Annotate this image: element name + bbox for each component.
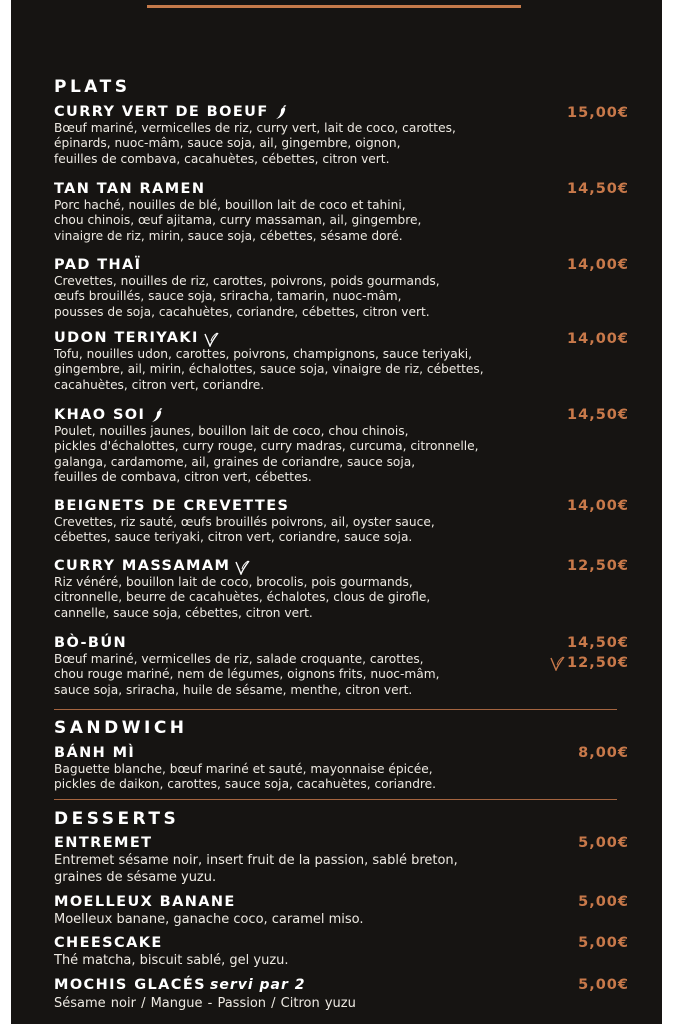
menu-item-cheescake — [54, 935, 629, 969]
item-name: BEIGNETS DE CREVETTES — [54, 498, 290, 514]
menu-item-curry-vert-de-boeuf — [54, 104, 629, 167]
item-price: 12,50€ — [567, 558, 629, 574]
item-name: PAD THAÏ — [54, 257, 142, 273]
section-title-sandwich: SANDWICH — [54, 718, 188, 738]
menu-item-moelleux-banane — [54, 894, 629, 928]
item-description: Moelleux banane, ganache coco, caramel miso. — [54, 912, 364, 927]
item-name: MOCHIS GLACÉS — [54, 977, 206, 993]
menu-item-beignets-de-crevettes — [54, 498, 629, 546]
menu-item-udon-teriyaki — [54, 330, 629, 393]
vegan-leaf-icon — [234, 559, 250, 575]
item-name: BÒ-BÚN — [54, 635, 128, 651]
item-name: UDON TERIYAKI — [54, 330, 199, 346]
item-name: CHEESCAKE — [54, 935, 163, 951]
section-title-plats: PLATS — [54, 77, 131, 97]
item-description: Bœuf mariné, vermicelles de riz, salade croquante, carottes, chou rouge mariné, nem de légumes, oignons frits, nuoc-mâm, sauce soja, sriracha, huile de sésame, menthe, citron vert. — [54, 652, 440, 697]
item-price: 8,00€ — [578, 745, 629, 761]
item-price: 5,00€ — [578, 835, 629, 851]
item-description: Crevettes, riz sauté, œufs brouillés poivrons, ail, oyster sauce, cébettes, sauce teriyaki, citron vert, coriandre, sauce soja. — [54, 515, 435, 545]
vegan-leaf-icon — [549, 655, 565, 671]
item-price-vegan — [549, 655, 629, 671]
item-description: Thé matcha, biscuit sablé, gel yuzu. — [54, 953, 289, 968]
item-description: Poulet, nouilles jaunes, bouillon lait de coco, chou chinois, pickles d'échalottes, curry rouge, curry madras, curcuma, citronnelle, galanga, cardamome, ail, graines de coriandre, sauce soja, feuilles de combava, citron vert, cébettes. — [54, 424, 479, 485]
vegan-price-value: 12,50€ — [567, 655, 629, 671]
item-price: 15,00€ — [567, 105, 629, 121]
item-name: BÁNH MÌ — [54, 745, 136, 761]
top-divider — [147, 5, 521, 8]
section-divider — [54, 709, 617, 710]
item-price: 14,00€ — [567, 498, 629, 514]
item-name: MOELLEUX BANANE — [54, 894, 236, 910]
item-name: ENTREMET — [54, 835, 153, 851]
menu-item-pad-thai — [54, 257, 629, 320]
item-description: Riz vénéré, bouillon lait de coco, brocolis, pois gourmands, citronnelle, beurre de cacahuètes, échalotes, clous de girofle, cannelle, sauce soja, cébettes, citron vert. — [54, 575, 431, 620]
item-description: Tofu, nouilles udon, carottes, poivrons, champignons, sauce teriyaki, gingembre, ail, mirin, échalottes, sauce soja, vinaigre de riz, cébettes, cacahuètes, citron vert, coriandre. — [54, 347, 484, 392]
item-name: CURRY VERT DE BOEUF — [54, 104, 269, 120]
item-price: 5,00€ — [578, 935, 629, 951]
menu-item-bo-bun — [54, 635, 629, 698]
item-price: 14,00€ — [567, 257, 629, 273]
item-price: 14,00€ — [567, 331, 629, 347]
menu-item-khao-soi — [54, 407, 629, 486]
menu-item-tan-tan-ramen — [54, 181, 629, 244]
item-name: TAN TAN RAMEN — [54, 181, 206, 197]
item-description: Baguette blanche, bœuf mariné et sauté, mayonnaise épicée, pickles de daikon, carottes, sauce soja, cacahuètes, coriandre. — [54, 762, 437, 792]
item-description: Crevettes, nouilles de riz, carottes, poivrons, poids gourmands, œufs brouillés, sauce soja, sriracha, tamarin, nuoc-mâm, pousses de soja, cacahuètes, coriandre, cébettes, citron vert. — [54, 274, 440, 319]
item-price: 14,50€ — [567, 407, 629, 423]
menu-item-mochis-glaces — [54, 977, 629, 1012]
item-subtitle: servi par 2 — [209, 977, 306, 993]
item-description: Bœuf mariné, vermicelles de riz, curry vert, lait de coco, carottes, épinards, nuoc-mâm, sauce soja, ail, gingembre, oignon, feuilles de combava, cacahuètes, cébettes, citron vert. — [54, 121, 456, 166]
item-description: Entremet sésame noir, insert fruit de la passion, sablé breton, graines de sésame yuzu. — [54, 853, 458, 885]
item-price: 14,50€ — [567, 635, 629, 651]
section-title-desserts: DESSERTS — [54, 809, 180, 829]
menu-sheet — [11, 0, 662, 1024]
vegan-leaf-icon — [203, 331, 219, 347]
item-name: KHAO SOI — [54, 407, 146, 423]
item-price: 5,00€ — [578, 977, 629, 993]
item-name: CURRY MASSAMAM — [54, 558, 231, 574]
section-divider — [54, 799, 617, 800]
item-description: Porc haché, nouilles de blé, bouillon lait de coco et tahini, chou chinois, œuf ajitama, curry massaman, ail, gingembre, vinaigre de riz, mirin, sauce soja, cébettes, sésame doré. — [54, 198, 422, 243]
menu-item-banh-mi — [54, 745, 629, 793]
item-price: 14,50€ — [567, 181, 629, 197]
menu-item-entremet — [54, 835, 629, 886]
item-description: Sésame noir / Mangue - Passion / Citron yuzu — [54, 996, 356, 1011]
chili-icon — [273, 105, 289, 121]
menu-item-curry-massamam — [54, 558, 629, 621]
item-price: 5,00€ — [578, 894, 629, 910]
chili-icon — [149, 408, 165, 424]
